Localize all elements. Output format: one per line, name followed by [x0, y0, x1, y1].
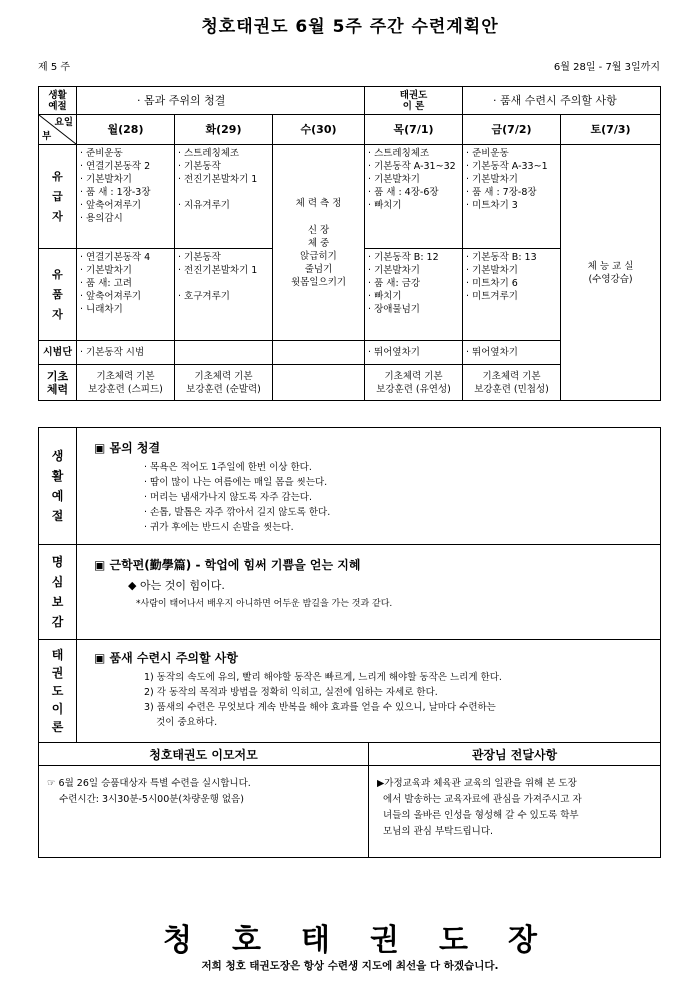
basic-mon — [77, 365, 175, 401]
list-item: ▶가정교육과 체육관 교육의 일관을 위해 본 도장 — [377, 778, 577, 789]
list-item: · 기본동작 B: 12 — [368, 252, 439, 263]
day-header-wed: 수(30) — [273, 115, 365, 145]
period-label: 6월 28일 - 7월 3일까지 — [553, 62, 660, 73]
list-item: · 미트차기 3 — [466, 200, 518, 211]
list-item: · 기본동작 A-33~1 — [466, 161, 548, 172]
yupum-thu — [365, 249, 463, 341]
list-item: 기초체력 기본 — [96, 370, 155, 382]
day-header-mon: 월(28) — [77, 115, 175, 145]
list-item: · 전진기본발차기 1 — [178, 265, 258, 276]
demo-mon: · 기본동작 시범 — [77, 341, 175, 365]
list-item: · 기본발차기 — [368, 174, 420, 185]
day-header-thu: 목(7/1) — [365, 115, 463, 145]
dojang-tagline: 저희 청호 태권도장은 항상 수련생 지도에 최선을 다 하겠습니다. — [201, 960, 499, 972]
list-item: 기초체력 기본 — [482, 370, 541, 382]
list-item: · 준비운동 — [80, 148, 123, 159]
list-item: · 장애물넘기 — [368, 304, 420, 315]
list-item: · 품 새: 고려 — [80, 278, 132, 289]
list-item: 체 중 — [307, 237, 330, 249]
day-header-fri: 금(7/2) — [463, 115, 561, 145]
list-item: · 스트레칭체조 — [368, 148, 430, 159]
list-item: 보강훈련 (유연성) — [376, 383, 451, 395]
list-item: · 품 새 : 1장-3장 — [80, 187, 151, 198]
yugeup-mon — [77, 145, 175, 249]
mind-quote: *사람이 태어나서 배우지 아니하면 어두운 밤길을 가는 것과 같다. — [136, 599, 393, 609]
weekly-schedule-table — [38, 86, 661, 401]
list-item: · 기본동작 — [178, 161, 221, 172]
notes-table — [38, 427, 661, 858]
list-item: 기초체력 기본 — [384, 370, 443, 382]
director-box — [369, 766, 661, 858]
list-item: 앉급히기 — [300, 250, 337, 262]
life-manners-label: 생활 예절 — [39, 87, 77, 115]
list-item: · 땀이 많이 나는 여름에는 매일 몸을 씻는다. — [144, 477, 328, 488]
mind-sub: ◆ 아는 것이 힘이다. — [128, 579, 225, 592]
yugeup-tue — [175, 145, 273, 249]
basic-thu — [365, 365, 463, 401]
list-item: · 품 새: 금강 — [368, 278, 421, 289]
header-corner — [39, 115, 77, 145]
list-item: · 미트차기 6 — [466, 278, 518, 289]
week-label: 제 5 주 — [38, 62, 71, 73]
yupum-tue — [175, 249, 273, 341]
list-item: · 기본동작 — [178, 252, 221, 263]
news-box-title: 청호태권도 이모저모 — [39, 743, 369, 766]
mind-section-label: 명 심 보 감 — [39, 545, 77, 640]
mind-heading: ▣ 근학편(勤學篇) - 학업에 힘써 기쁨을 얻는 지혜 — [94, 558, 361, 572]
list-item: · 귀가 후에는 반드시 손발을 씻는다. — [144, 522, 294, 533]
demo-tue — [175, 341, 273, 365]
list-item: · 품 새 : 4장-6장 — [368, 187, 439, 198]
tkd-theory-label: 태권도 이 론 — [365, 87, 463, 115]
list-item: · 연결기본동작 2 — [80, 161, 151, 172]
mind-section — [77, 545, 661, 640]
list-item: · 기본동작 A-31~32 — [368, 161, 456, 172]
list-item: 신 장 — [307, 224, 330, 236]
corner-day-label: 요일 — [54, 117, 73, 128]
yupum-mon — [77, 249, 175, 341]
list-item: · 준비운동 — [466, 148, 509, 159]
list-item: 윗몸일으키기 — [290, 276, 347, 288]
list-item: · 니래차기 — [80, 304, 123, 315]
day-header-sat: 토(7/3) — [561, 115, 661, 145]
row-label-yugeup: 유 급 자 — [39, 145, 77, 249]
list-item: · 앞축어져루기 — [80, 200, 142, 211]
list-item: ☞ 6월 26일 승품대상자 특별 수련을 실시합니다. — [47, 778, 251, 789]
list-item: · 호구겨루기 — [178, 291, 230, 302]
list-item: 2) 각 동작의 목적과 방법을 정확히 익히고, 실전에 임하는 자세로 한다. — [144, 687, 438, 698]
row-label-basic: 기초 체력 — [39, 365, 77, 401]
list-item: 수련시간: 3시30분-5시00분(차량운행 없음) — [47, 794, 244, 805]
list-item: 줄넘기 — [304, 263, 333, 275]
list-item: · 기본동작 B: 13 — [466, 252, 537, 263]
list-item: · 전진기본발차기 1 — [178, 174, 258, 185]
sat-cell — [561, 145, 661, 401]
list-item: 에서 발송하는 교육자료에 관심을 가져주시고 자 — [377, 794, 582, 805]
list-item: 보강훈련 (순발력) — [186, 383, 261, 395]
list-item: 보강훈련 (스피드) — [88, 383, 163, 395]
dojang-name: 청호태권도장 — [163, 923, 577, 958]
tkd-theory-topic: · 품새 수련시 주의할 사항 — [463, 87, 661, 115]
row-label-yupum: 유 품 자 — [39, 249, 77, 341]
list-item: · 목욕은 적어도 1주일에 한번 이상 한다. — [144, 462, 312, 473]
list-item: · 스트레칭체조 — [178, 148, 240, 159]
list-item: · 머리는 냄새가나지 않도록 자주 감는다. — [144, 492, 312, 503]
list-item: · 기본발차기 — [368, 265, 420, 276]
page-title: 청호태권도 6월 5주 주간 수련계획안 — [201, 17, 499, 37]
list-item — [178, 186, 269, 199]
list-item: · 빠치기 — [368, 291, 402, 302]
list-item: 보강훈련 (민첩성) — [474, 383, 549, 395]
list-item: · 지유겨루기 — [178, 200, 230, 211]
list-item: · 기본발차기 — [466, 265, 518, 276]
demo-wed — [273, 341, 365, 365]
list-item: · 기본발차기 — [466, 174, 518, 185]
list-item: 것이 중요하다. — [144, 717, 218, 728]
list-item: 1) 동작의 속도에 유의, 빨리 해야할 동작은 빠르게, 느리게 해야할 동작은 느리게 한다. — [144, 672, 502, 683]
sat-program-detail: (수영강습) — [588, 273, 633, 285]
sat-program: 체 능 교 실 — [587, 260, 634, 272]
demo-fri: · 뛰어옆차기 — [463, 341, 561, 365]
theory-section — [77, 640, 661, 743]
list-item — [178, 277, 269, 290]
corner-group-label: 부 — [42, 131, 52, 142]
list-item: 기초체력 기본 — [194, 370, 253, 382]
list-item: · 손톱, 발톱은 자주 깎아서 길지 않도록 한다. — [144, 507, 331, 518]
wed-fitness-cell — [273, 145, 365, 341]
yugeup-thu — [365, 145, 463, 249]
life-heading: ▣ 몸의 청결 — [94, 441, 161, 455]
list-item: · 미트겨루기 — [466, 291, 518, 302]
list-item: · 기본발차기 — [80, 174, 132, 185]
basic-wed — [273, 365, 365, 401]
list-item: · 연결기본동작 4 — [80, 252, 151, 263]
life-section — [77, 428, 661, 545]
list-item: · 용의감시 — [80, 213, 123, 224]
list-item: · 앞축어져루기 — [80, 291, 142, 302]
list-item: 모님의 관심 부탁드립니다. — [377, 826, 494, 837]
news-box — [39, 766, 369, 858]
life-section-label: 생 활 예 절 — [39, 428, 77, 545]
row-label-demo: 시범단 — [39, 341, 77, 365]
day-header-tue: 화(29) — [175, 115, 273, 145]
list-item: · 빠치기 — [368, 200, 402, 211]
basic-fri — [463, 365, 561, 401]
list-item: 녀들의 올바른 인성을 형성해 갈 수 있도록 학부 — [377, 810, 579, 821]
yupum-fri — [463, 249, 561, 341]
basic-tue — [175, 365, 273, 401]
list-item: · 품 새 : 7장-8장 — [466, 187, 537, 198]
list-item: 3) 품새의 수련은 무엇보다 계속 반복을 해야 효과를 얻을 수 있으니, 날마다 수련하는 — [144, 702, 496, 713]
wed-fitness-title: 체 력 측 정 — [295, 197, 342, 209]
theory-section-label: 태 권 도 이 론 — [39, 640, 77, 743]
yugeup-fri — [463, 145, 561, 249]
list-item: · 기본발차기 — [80, 265, 132, 276]
director-box-title: 관장님 전달사항 — [369, 743, 661, 766]
demo-thu: · 뛰어옆차기 — [365, 341, 463, 365]
life-manners-topic: · 몸과 주위의 청결 — [77, 87, 365, 115]
theory-heading: ▣ 품새 수련시 주의할 사항 — [94, 651, 238, 665]
